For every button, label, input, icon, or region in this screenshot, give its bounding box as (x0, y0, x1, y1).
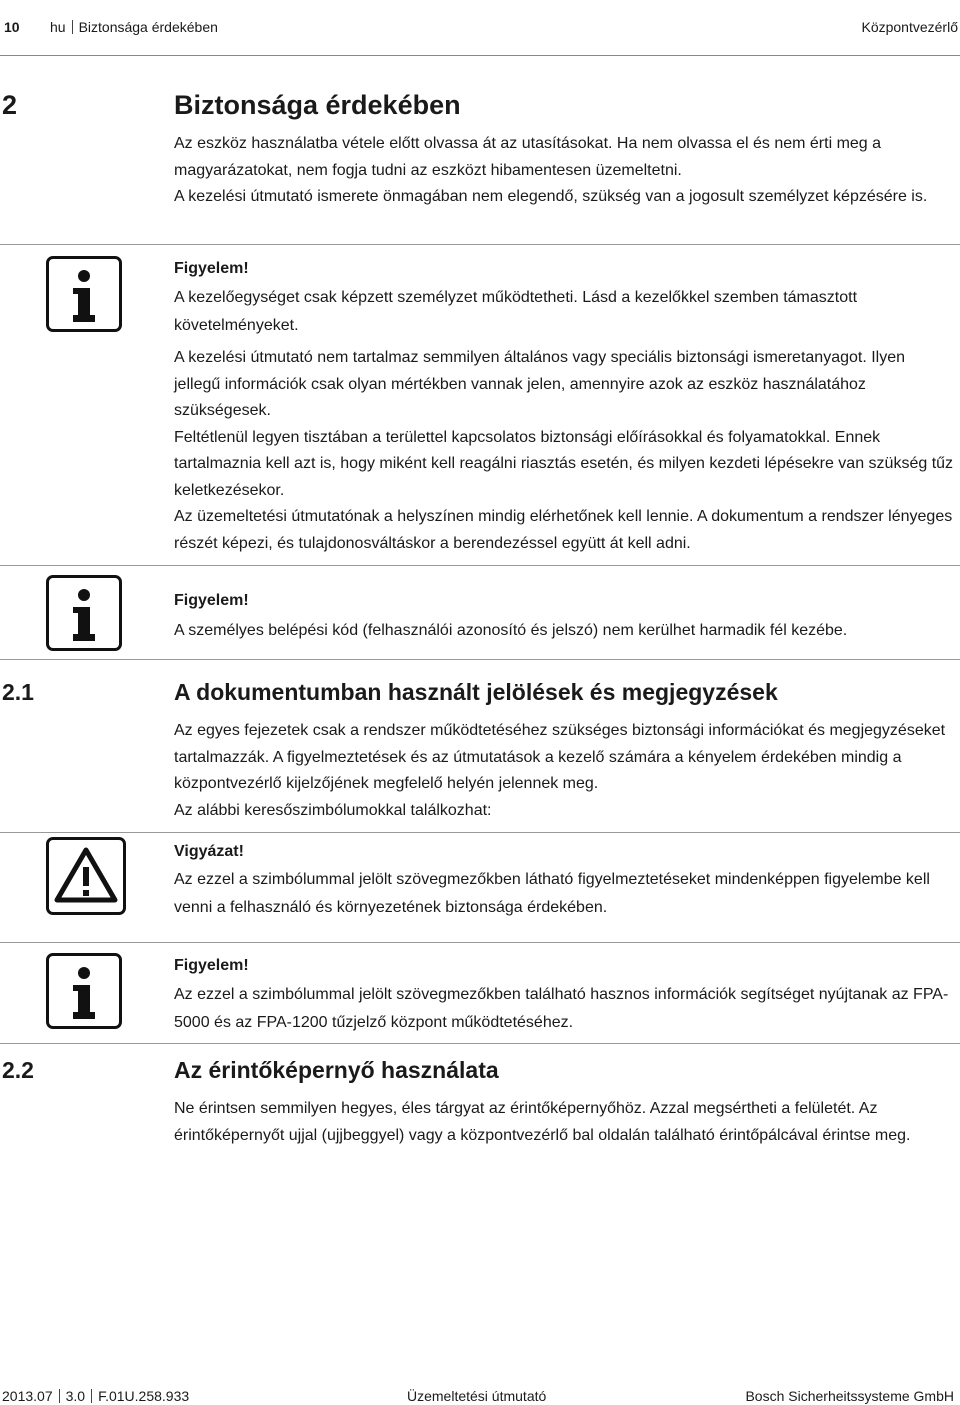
caution-heading: Vigyázat! (174, 843, 244, 860)
note-heading: Figyelem! (174, 260, 249, 277)
note-body: A kezelőegységet csak képzett személyzet működtetheti. Lásd a kezelőkkel szemben támasztott követelményeket. (174, 289, 858, 334)
subsection-number: 2.1 (2, 679, 34, 705)
paragraph: Az egyes fejezetek csak a rendszer működtetéséhez szükséges biztonsági információkat és megjegyzéseket tartalmazzák. A figyelmeztetések és az útmutatások a kezelő számára a kényelem érdekében mindig a központvezérlő kijelzőjének megfelelő helyén jelennek meg. (174, 722, 946, 792)
header-separator (72, 20, 73, 34)
header-divider (0, 55, 960, 56)
section-body (174, 345, 954, 557)
note-divider (0, 659, 960, 660)
info-icon (46, 575, 122, 651)
section-title: Biztonsága érdekében (174, 90, 461, 120)
note-divider (0, 832, 960, 833)
section-intro (174, 131, 954, 211)
subsection-body (174, 1096, 954, 1149)
footer-doc-type: Üzemeltetési útmutató (407, 1388, 547, 1404)
caution-body: Az ezzel a szimbólummal jelölt szövegmezőkben látható figyelmeztetéseket mindenképpen figyelembe kell venni a felhasználó és környezetének biztonsága érdekében. (174, 871, 930, 916)
header-language: hu (50, 19, 66, 35)
running-header (50, 19, 218, 35)
paragraph: Feltétlenül legyen tisztában a területtel kapcsolatos biztonsági előírásokkal és folyamatokkal. Ennek tartalmaznia kell azt is, hogy miként kell reagálni riasztás esetén, és milyen kezdeti lépésekre van szükség tűz keletkezésekor. (174, 428, 954, 499)
footer-doc-info (2, 1388, 189, 1404)
note-body: Az ezzel a szimbólummal jelölt szövegmezőkben található hasznos információk segítséget nyújtanak az FPA-5000 és az FPA-1200 tűzjelző központ működtetéséhez. (174, 986, 949, 1031)
info-icon (46, 256, 122, 332)
info-icon (46, 953, 122, 1029)
paragraph: A kezelési útmutató ismerete önmagában nem elegendő, szükség van a jogosult személyzet képzésére is. (174, 188, 928, 205)
note-body: A személyes belépési kód (felhasználói azonosító és jelszó) nem kerülhet harmadik fél kezébe. (174, 622, 848, 639)
subsection-title: A dokumentumban használt jelölések és megjegyzések (174, 679, 778, 705)
footer-date: 2013.07 (2, 1388, 53, 1404)
paragraph: Az üzemeltetési útmutatónak a helyszínen mindig elérhetőnek kell lennie. A dokumentum a rendszer lényeges részét képezi, és tulajdonosváltáskor a berendezéssel együtt át kell adni. (174, 508, 953, 552)
paragraph: A kezelési útmutató nem tartalmaz semmilyen általános vagy speciális biztonsági ismeretanyagot. Ilyen jellegű információk csak olyan mértékben vannak jelen, amennyire azok az eszköz használatához szükségesek. (174, 349, 906, 419)
page-number: 10 (4, 19, 20, 35)
warning-icon (46, 837, 126, 915)
paragraph: Az alábbi keresőszimbólumokkal találkozhat: (174, 801, 492, 819)
subsection-title: Az érintőképernyő használata (174, 1057, 499, 1083)
footer-company: Bosch Sicherheitssysteme GmbH (745, 1388, 954, 1404)
section-number: 2 (2, 90, 18, 120)
footer-doc-id: F.01U.258.933 (98, 1388, 190, 1404)
footer-version: 3.0 (65, 1388, 86, 1404)
subsection-number: 2.2 (2, 1057, 34, 1083)
note-divider (0, 942, 960, 943)
note-divider (0, 565, 960, 566)
paragraph: Az eszköz használatba vétele előtt olvassa át az utasításokat. Ha nem olvassa el és nem érti meg a magyarázatokat, nem fogja tudni az eszközt hibamentesen üzemeltetni. (174, 135, 882, 179)
paragraph: Ne érintsen semmilyen hegyes, éles tárgyat az érintőképernyőhöz. Azzal megsértheti a felületét. Az érintőképernyőt ujjal (ujjbeggyel) vagy a központvezérlő bal oldalán található érintőpálcával érintse meg. (174, 1100, 911, 1144)
footer-separator (59, 1389, 60, 1403)
note-heading: Figyelem! (174, 592, 249, 609)
header-product: Központvezérlő (861, 19, 958, 35)
note-divider (0, 1043, 960, 1044)
header-section: Biztonsága érdekében (78, 19, 218, 35)
subsection-body (174, 718, 954, 824)
footer-separator (91, 1389, 92, 1403)
note-heading: Figyelem! (174, 957, 249, 974)
note-divider (0, 244, 960, 245)
